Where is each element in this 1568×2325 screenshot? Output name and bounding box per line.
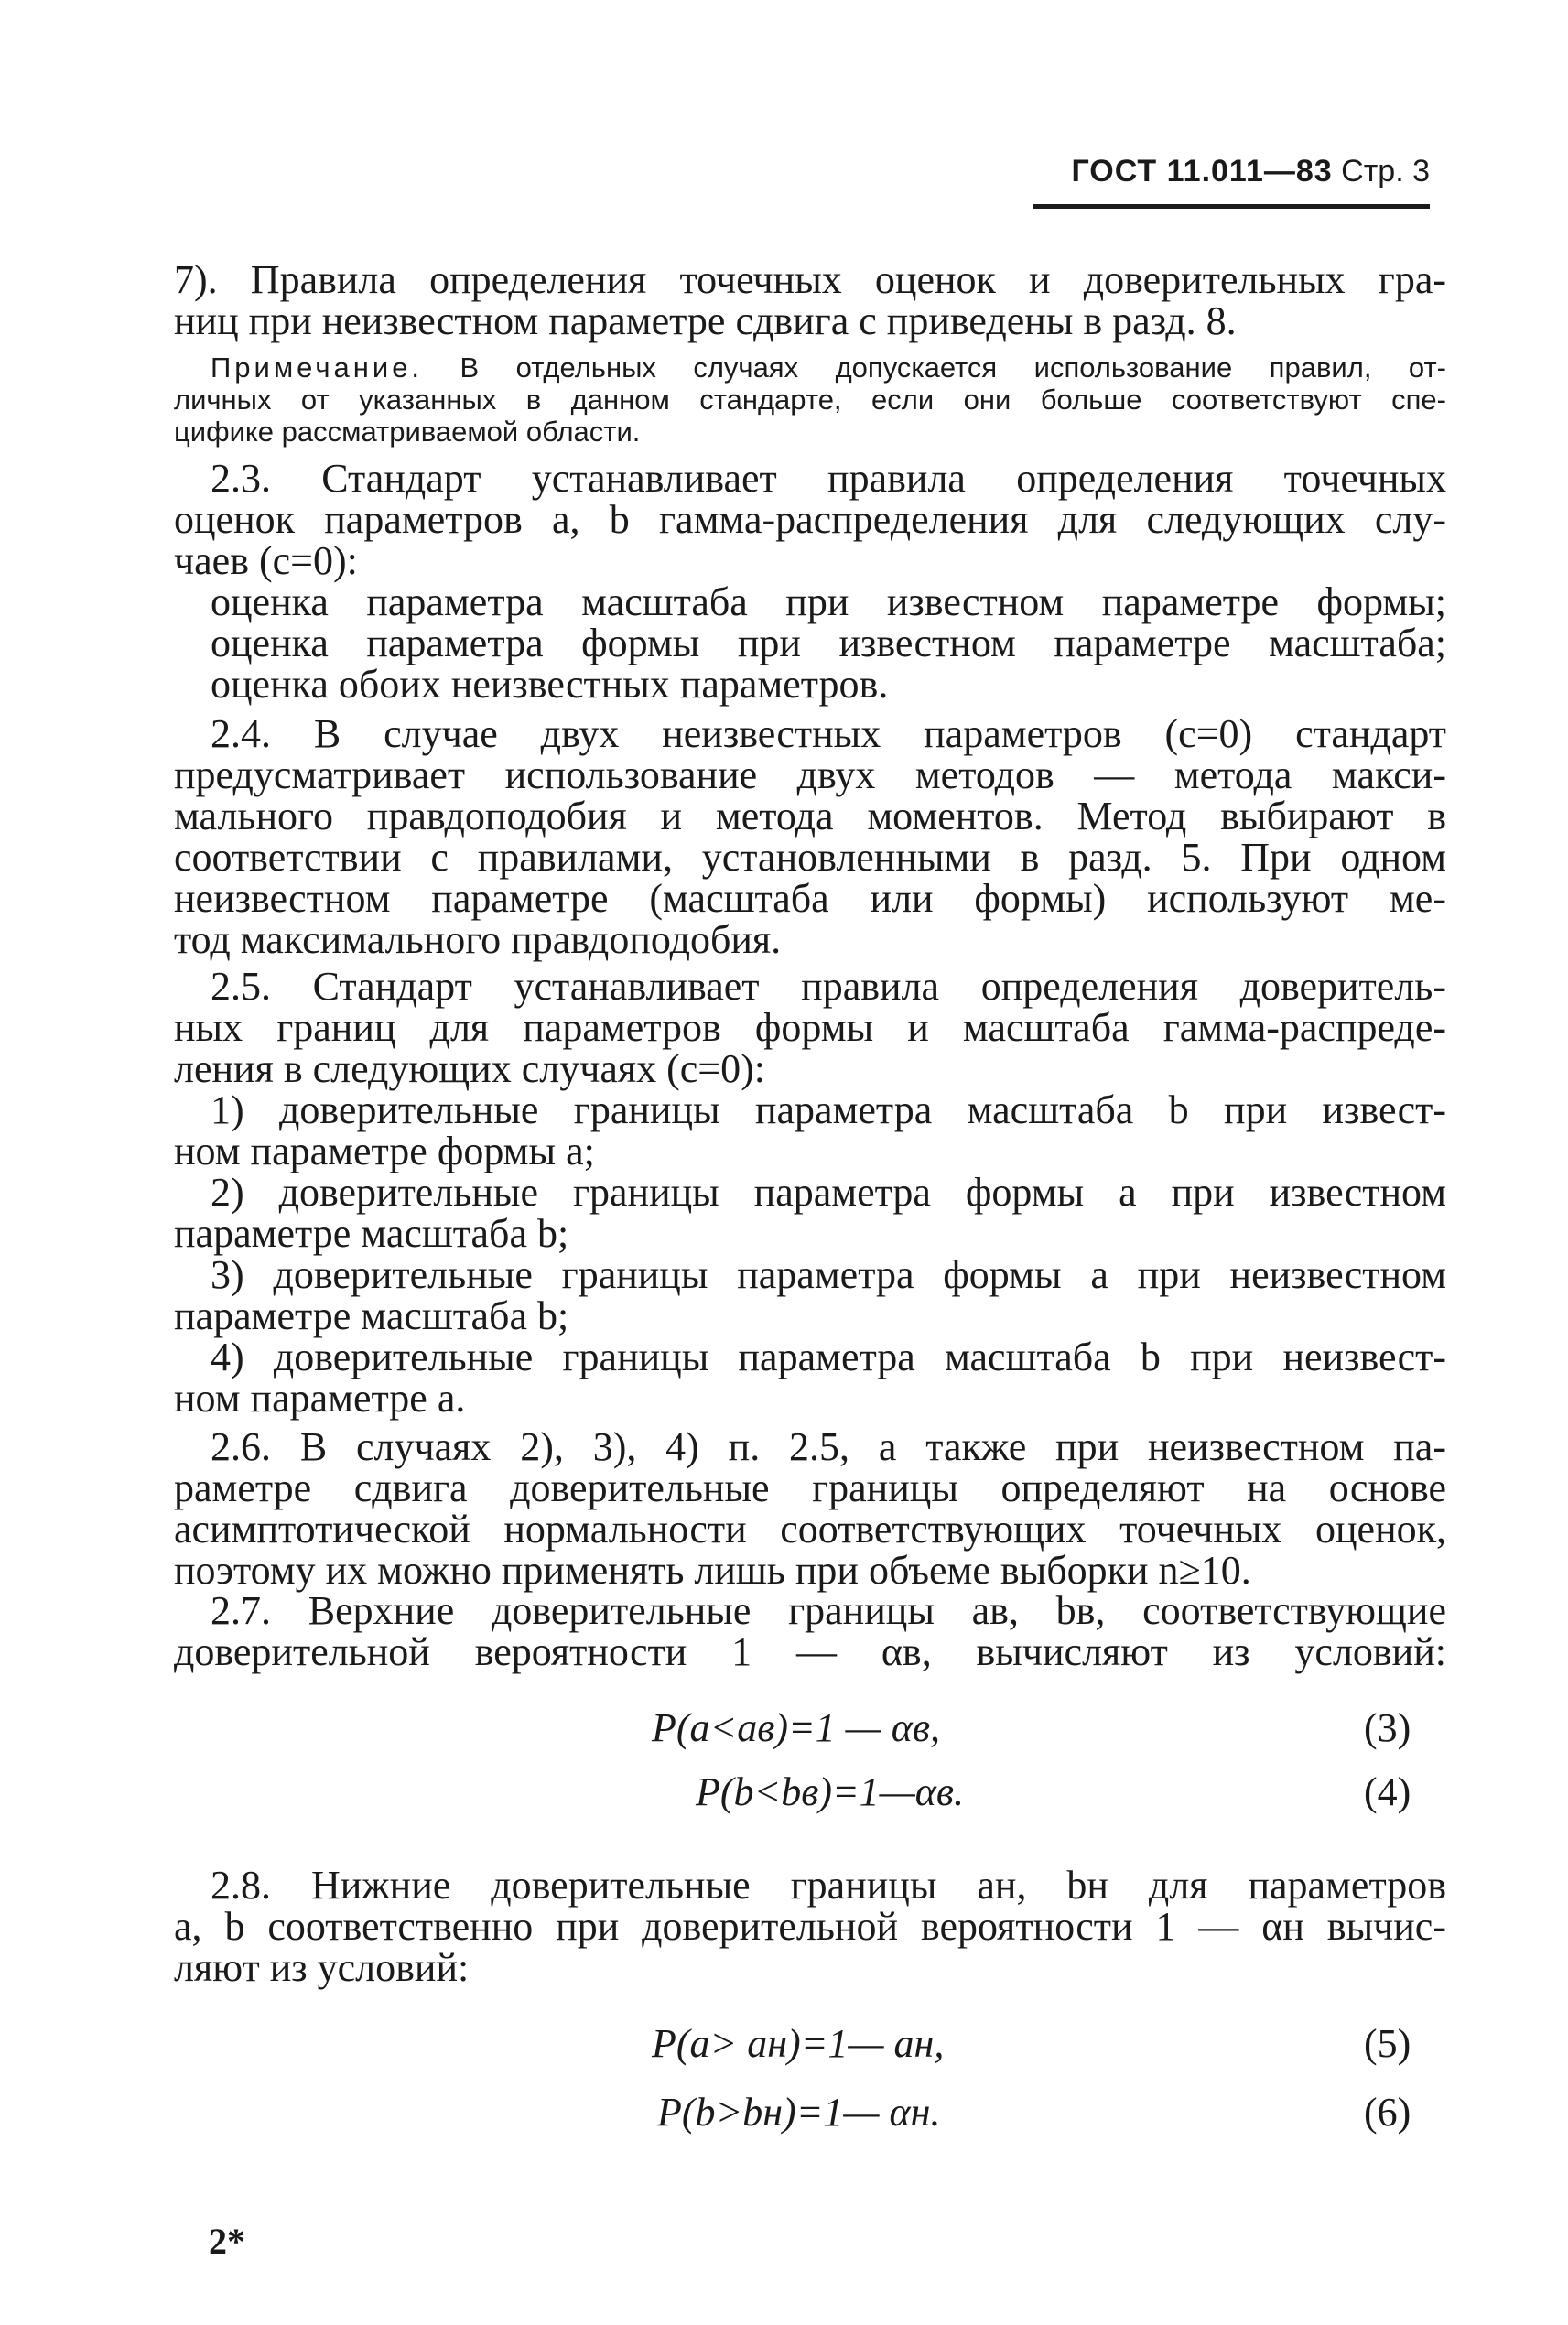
formula-number: (5) <box>1364 2021 1411 2066</box>
formula-expression: P(a<aв)=1 — αв, <box>652 1705 940 1750</box>
text-line: чаев (c=0): <box>174 538 358 583</box>
text-line: a, b соответственно при доверительной вероятности 1 — αн вычис- <box>174 1904 1446 1949</box>
text-line: ления в следующих случаях (c=0): <box>174 1046 765 1091</box>
text-line: 2.3. Стандарт устанавливает правила определения точечных <box>211 456 1446 501</box>
text-line: 1) доверительные границы параметра масштаба b при извест- <box>211 1087 1446 1132</box>
text-line: 2.7. Верхние доверительные границы aв, bв, соответствующие <box>211 1588 1446 1633</box>
note <box>174 351 1446 448</box>
text-line: 2.8. Нижние доверительные границы aн, bн для параметров <box>211 1863 1446 1908</box>
paragraph-2-8 <box>174 1865 1446 1988</box>
paragraph-intro <box>174 259 1446 341</box>
formula-expression: P(b>bн)=1— αн. <box>657 2090 941 2135</box>
paragraph-2-3 <box>174 458 1446 705</box>
text-line: поэтому их можно применять лишь при объеме выборки n≥10. <box>174 1548 1251 1593</box>
formula-expression: P(a> aн)=1— aн, <box>652 2021 945 2066</box>
text-line: 2.6. В случаях 2), 3), 4) п. 2.5, а также при неизвестном па- <box>211 1424 1446 1469</box>
text-line: доверительной вероятности 1 — αв, вычисляют из условий: <box>174 1629 1446 1674</box>
text-line: ных границ для параметров формы и масштаба гамма-распреде- <box>174 1005 1446 1050</box>
paragraph-2-4 <box>174 713 1446 960</box>
text-line: мального правдоподобия и метода моментов. Метод выбирают в <box>174 794 1446 838</box>
text-line: соответствии с правилами, установленными в разд. 5. При одном <box>174 835 1446 880</box>
standard-number: ГОСТ 11.011—83 <box>1071 154 1333 189</box>
text-line: оценка параметра масштаба при известном параметре формы; <box>211 579 1446 624</box>
text-line: ниц при неизвестном параметре сдвига c приведены в разд. 8. <box>174 298 1237 343</box>
text-line: цифике рассматриваемой области. <box>174 416 641 448</box>
text-line: параметре масштаба b; <box>174 1293 569 1338</box>
text-line: ном параметре формы a; <box>174 1129 595 1173</box>
text-line: параметре масштаба b; <box>174 1211 569 1256</box>
text-line: 4) доверительные границы параметра масштаба b при неизвест- <box>211 1335 1446 1379</box>
text-line: предусматривает использование двух методов — метода макси- <box>174 752 1446 797</box>
formula-number: (6) <box>1364 2090 1411 2135</box>
paragraph-2-5 <box>174 966 1446 1419</box>
text-line: оценка обоих неизвестных параметров. <box>211 662 889 707</box>
text-line: ляют из условий: <box>174 1945 470 1990</box>
text-line: асимптотической нормальности соответствующих точечных оценок, <box>174 1507 1446 1552</box>
text-line: 2.4. В случае двух неизвестных параметров (c=0) стандарт <box>211 711 1446 756</box>
text-line: личных от указанных в данном стандарте, если они больше соответствуют спе- <box>174 384 1446 416</box>
text-line: ном параметре a. <box>174 1376 466 1421</box>
text-line: 3) доверительные границы параметра формы a при неизвестном <box>211 1252 1446 1297</box>
signature-mark: 2* <box>209 2221 245 2262</box>
formula-expression: P(b<bв)=1—αв. <box>696 1769 964 1814</box>
text-line: раметре сдвига доверительные границы определяют на основе <box>174 1465 1446 1510</box>
text-line: неизвестном параметре (масштаба или формы) используют ме- <box>174 876 1446 921</box>
text-line: 7). Правила определения точечных оценок и доверительных гра- <box>174 257 1446 302</box>
text-line: В отдельных случаях допускается использование правил, от- <box>460 351 1446 384</box>
note-label: Примечание. <box>211 351 424 384</box>
paragraph-2-7 <box>174 1590 1446 1672</box>
formula-number: (4) <box>1364 1769 1411 1814</box>
paragraph-2-6 <box>174 1426 1446 1591</box>
text-line: оценок параметров a, b гамма-распределения для следующих слу- <box>174 497 1446 542</box>
formula-number: (3) <box>1364 1705 1411 1750</box>
text-line: оценка параметра формы при известном параметре масштаба; <box>211 621 1446 665</box>
page-number: Стр. 3 <box>1341 154 1430 189</box>
text-line: 2.5. Стандарт устанавливает правила определения доверитель- <box>211 964 1446 1009</box>
text-line: 2) доверительные границы параметра формы a при известном <box>211 1170 1446 1215</box>
text-line: тод максимального правдоподобия. <box>174 917 782 962</box>
page-header <box>1033 154 1430 209</box>
